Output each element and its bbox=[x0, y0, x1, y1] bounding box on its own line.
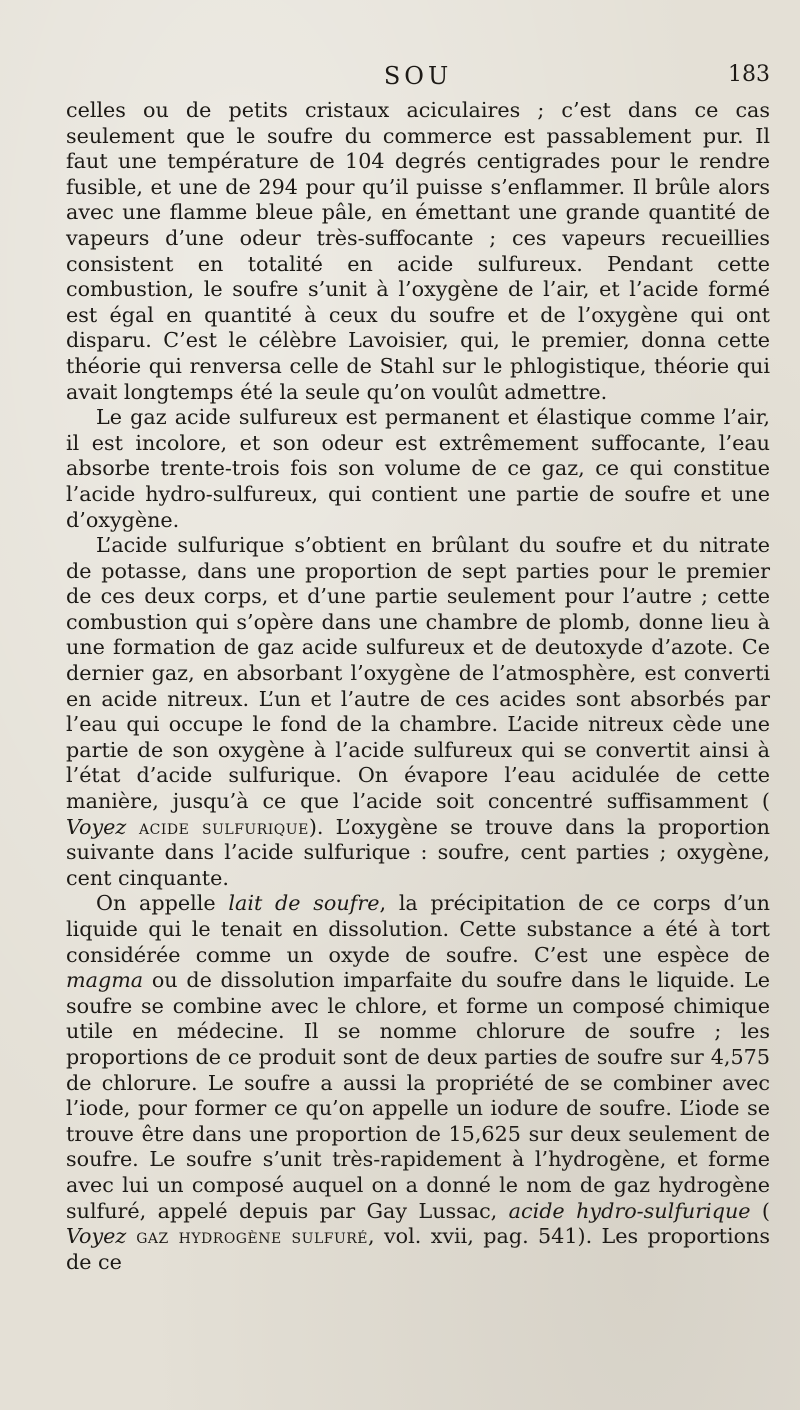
paragraph bbox=[66, 98, 770, 405]
text-run: Le gaz acide sulfureux est permanent et élastique comme l’air, il est incolore, et son odeur est extrêmement suffocante, l’eau absorbe trente-trois fois son volume de ce gaz, ce qui constitue l’acide hydro-sulfureux, qui contient une partie de soufre et une d’oxygène. bbox=[66, 405, 770, 532]
italic-text: lait de soufre bbox=[228, 891, 380, 916]
page-number: 183 bbox=[728, 62, 770, 87]
text-run: celles ou de petits cristaux aciculaires ; c’est dans ce cas seulement que le soufre du commerce est passablement pur. Il faut une température de 104 degrés centigrades pour le rendre fusible, et une de 294 pour qu’il puisse s’enflammer. Il brûle alors avec une flamme bleue pâle, en émettant une grande quantité de vapeurs d’une odeur très-suffocante ; ces vapeurs recueillies consistent en totalité en acide sulfureux. Pendant cette combustion, le soufre s’unit à l’oxygène de l’air, et l’acide formé est égal en quantité à ceux du soufre et de l’oxygène qui ont disparu. C’est le célèbre Lavoisier, qui, le premier, donna cette théorie qui renversa celle de Stahl sur le phlogistique, théorie qui avait longtemps été la seule qu’on voulût admettre. bbox=[66, 98, 770, 404]
running-title: SOU bbox=[383, 62, 453, 90]
cross-reference: acide sulfurique bbox=[126, 814, 309, 839]
text-run: , la précipitation de ce corps d’un liquide qui le tenait en dissolution. Cette substance a été à tort considérée comme un oxyde de soufre. C’est une espèce de bbox=[66, 891, 770, 967]
italic-text: acide hydro-sulfurique bbox=[508, 1198, 751, 1223]
text-run: ( bbox=[750, 1198, 771, 1223]
text-run: ). L’oxygène se trouve dans la proportion suivante dans l’acide sulfurique : soufre, cent parties ; oxygène, cent cinquante. bbox=[66, 814, 771, 890]
cross-reference: gaz hydrogène sulfuré bbox=[126, 1224, 369, 1249]
paragraph bbox=[66, 533, 770, 891]
text-run: ou de dissolution imparfaite du soufre dans le liquide. Le soufre se combine avec le chlore, et forme un composé chimique utile en médecine. Il se nomme chlorure de soufre ; les proportions de ce produit sont de deux parties de soufre sur 4,575 de chlorure. Le soufre a aussi la propriété de se combiner avec l’iode, pour former ce qu’on appelle un iodure de soufre. L’iode se trouve être dans une proportion de 15,625 sur deux seulement de soufre. Le soufre s’unit très-rapidement à l’hydrogène, et forme avec lui un composé auquel on a donné le nom de gaz hydrogène sulfuré, appelé depuis par Gay Lussac, bbox=[66, 968, 770, 1223]
text-run: , vol. xvii, pag. 541). Les proportions de ce bbox=[66, 1224, 771, 1274]
italic-text: Voyez bbox=[66, 1224, 127, 1249]
text-run: On appelle bbox=[96, 891, 229, 916]
running-head bbox=[66, 62, 770, 92]
italic-text: Voyez bbox=[66, 814, 127, 839]
italic-text: magma bbox=[66, 968, 144, 993]
text-run: L’acide sulfurique s’obtient en brûlant du soufre et du nitrate de potasse, dans une proportion de sept parties pour le premier de ces deux corps, et d’une partie seulement pour l’autre ; cette combustion qui s’opère dans une chambre de plomb, donne lieu à une formation de gaz acide sulfureux et de deutoxyde d’azote. Ce dernier gaz, en absorbant l’oxygène de l’atmosphère, est converti en acide nitreux. L’un et l’autre de ces acides sont absorbés par l’eau qui occupe le fond de la chambre. L’acide nitreux cède une partie de son oxygène à l’acide sulfureux qui se convertit ainsi à l’état d’acide sulfurique. On évapore l’eau acidulée de cette manière, jusqu’à ce que l’acide soit concentré suffisamment ( bbox=[66, 533, 770, 814]
paragraph bbox=[66, 891, 770, 1275]
body-text bbox=[66, 98, 770, 1275]
paragraph bbox=[66, 405, 770, 533]
